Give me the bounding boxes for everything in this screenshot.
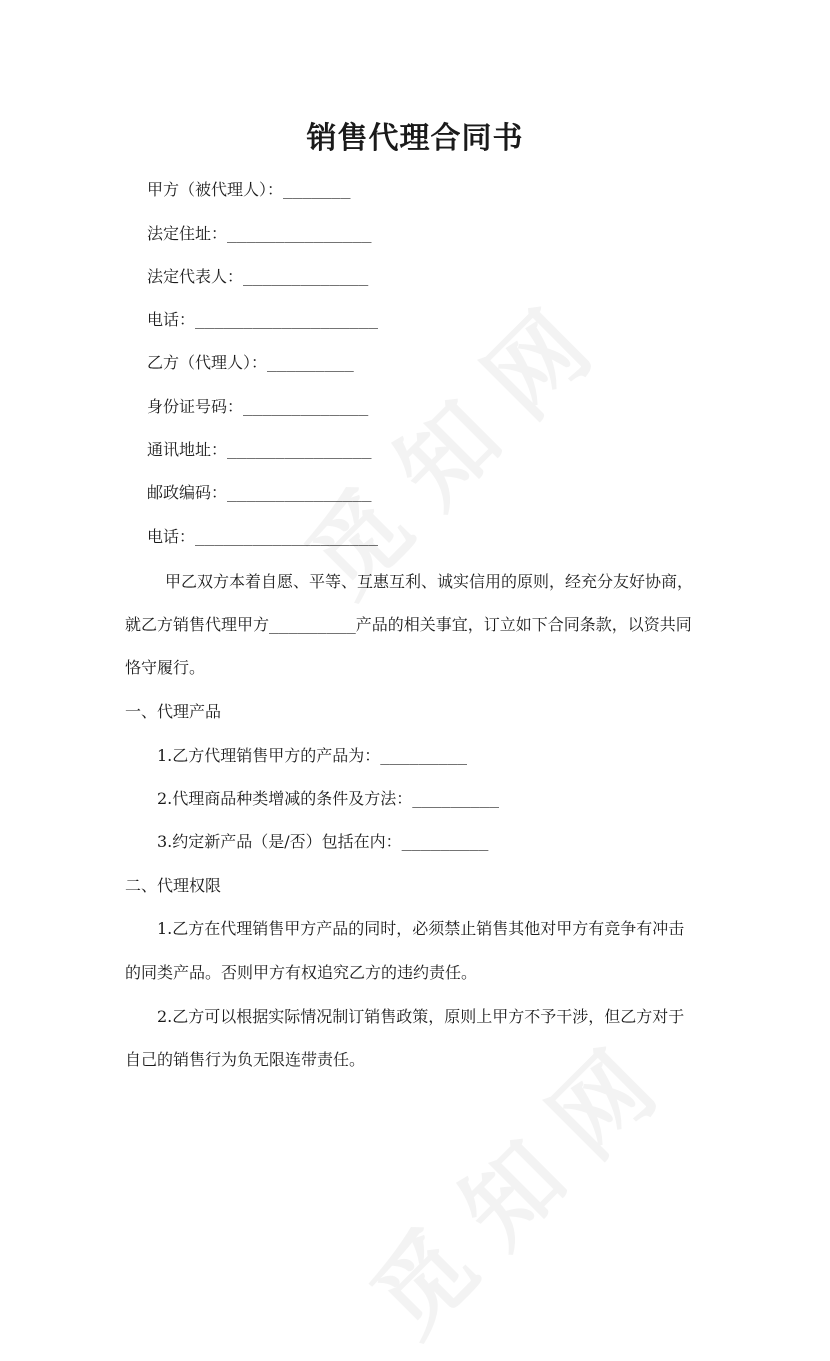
field-phone-a: [147, 310, 378, 330]
field-postal-code: [147, 483, 372, 503]
field-blank: _______________: [227, 224, 372, 243]
section-heading-authority: 二、代理权限: [125, 876, 222, 895]
clause-1-1: [157, 746, 467, 766]
clause-blank: _________: [380, 746, 467, 765]
field-party-a: [147, 180, 350, 200]
intro-blank: _________: [269, 615, 356, 634]
field-label: 甲方（被代理人）：: [147, 180, 284, 199]
intro-line-2: [125, 615, 692, 635]
document-title: 销售代理合同书: [306, 121, 524, 156]
field-blank: _______: [283, 180, 351, 199]
field-blank: ___________________: [195, 310, 379, 329]
field-label: 乙方（代理人）：: [147, 353, 268, 372]
field-party-b: [147, 353, 354, 373]
intro-line-3: 恪守履行。: [125, 658, 206, 677]
clause-2-2-line-2: 自己的销售行为负无限连带责任。: [125, 1050, 366, 1069]
clause-text: 2.代理商品种类增减的条件及方法：: [157, 789, 413, 808]
field-blank: _____________: [243, 267, 369, 286]
field-id-number: [147, 397, 368, 417]
field-label: 邮政编码：: [147, 483, 228, 502]
field-blank: _____________: [243, 397, 369, 416]
intro-text: 产品的相关事宜，订立如下合同条款，以资共同: [355, 615, 692, 634]
intro-line-1: 甲乙双方本着自愿、平等、互惠互利、诚实信用的原则，经充分友好协商，: [165, 572, 694, 591]
field-blank: _________: [267, 353, 354, 372]
clause-text: 3.约定新产品（是/否）包括在内：: [157, 832, 402, 851]
field-label: 电话：: [147, 310, 196, 329]
clause-2-1-line-1: 1.乙方在代理销售甲方产品的同时，必须禁止销售其他对甲方有竞争有冲击: [157, 919, 685, 938]
clause-text: 1.乙方代理销售甲方的产品为：: [157, 746, 381, 765]
watermark: [337, 996, 701, 1360]
field-blank: ___________________: [195, 527, 379, 546]
clause-blank: _________: [401, 832, 489, 851]
field-phone-b: [147, 527, 378, 547]
section-heading-products: 一、代理产品: [125, 702, 222, 721]
field-label: 身份证号码：: [147, 397, 244, 416]
intro-text: 就乙方销售代理甲方: [125, 615, 270, 634]
field-legal-representative: [147, 267, 368, 287]
clause-2-2-line-1: 2.乙方可以根据实际情况制订销售政策，原则上甲方不予干涉，但乙方对于: [157, 1007, 685, 1026]
field-mailing-address: [147, 440, 372, 460]
field-label: 法定住址：: [147, 224, 228, 243]
field-label: 通讯地址：: [147, 440, 228, 459]
field-legal-address: [147, 224, 372, 244]
field-label: 电话：: [147, 527, 196, 546]
field-label: 法定代表人：: [147, 267, 244, 286]
field-blank: _______________: [227, 440, 372, 459]
clause-1-2: [157, 789, 499, 809]
clause-1-3: [157, 832, 488, 852]
field-blank: _______________: [227, 483, 372, 502]
clause-2-1-line-2: 的同类产品。否则甲方有权追究乙方的违约责任。: [125, 963, 478, 982]
clause-blank: _________: [412, 789, 499, 808]
